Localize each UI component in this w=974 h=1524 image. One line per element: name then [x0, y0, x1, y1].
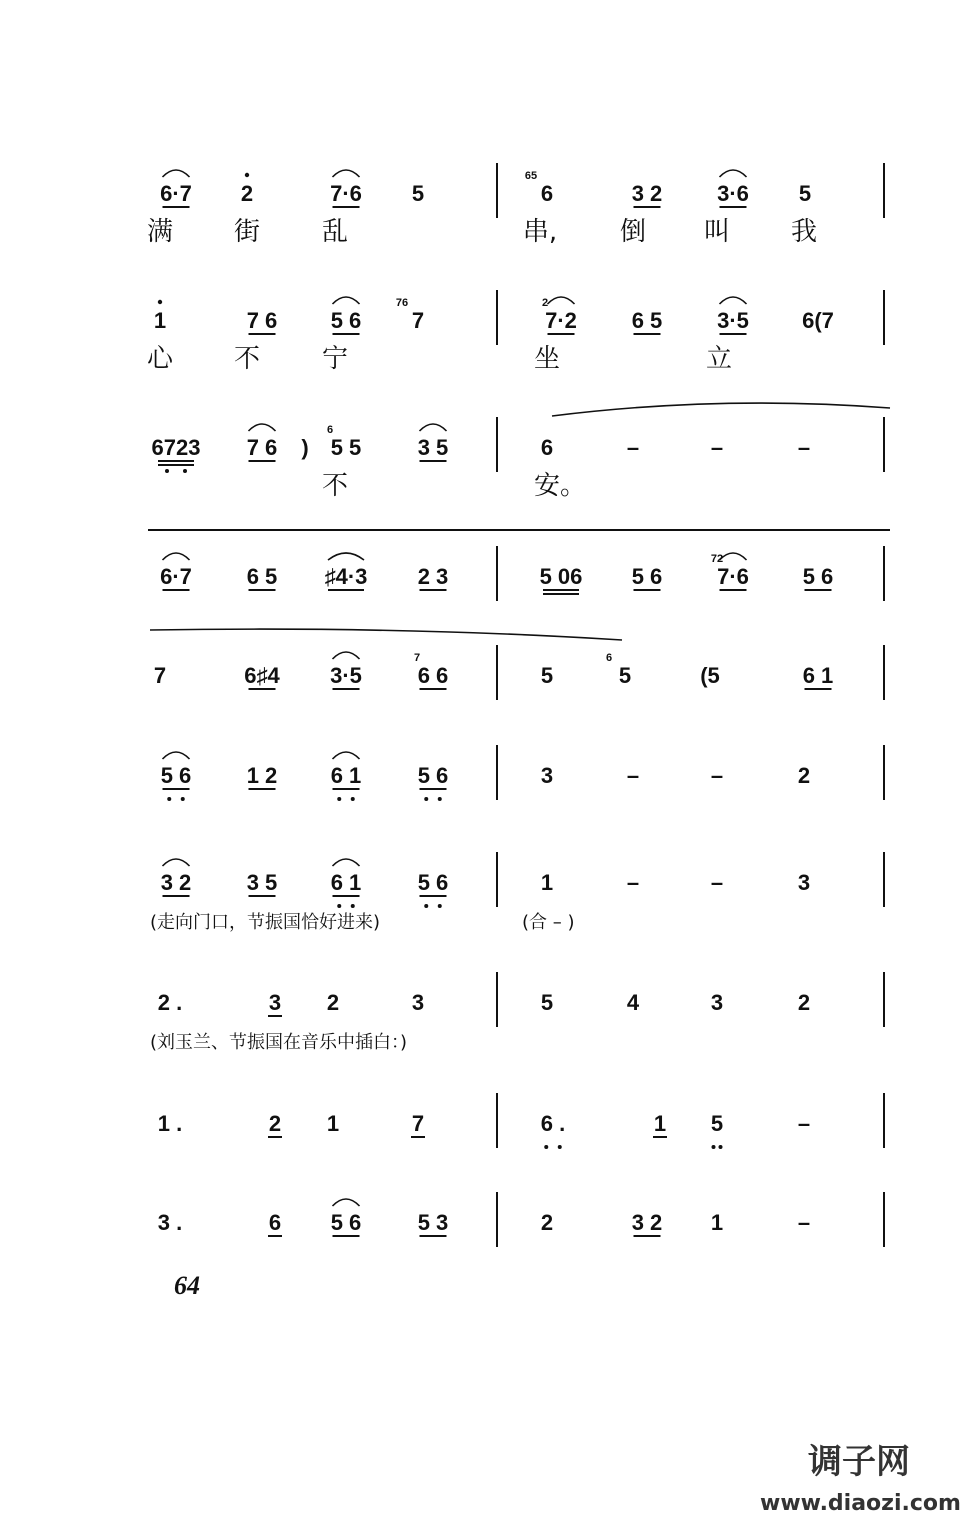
note: 5 6 [330, 308, 362, 333]
watermark [760, 1442, 961, 1516]
note: 5 6 [417, 763, 449, 788]
note: 6 1 [802, 663, 834, 688]
slur [163, 752, 190, 759]
grace-note: 72 [710, 553, 724, 565]
slur [333, 859, 360, 866]
lyric: 不 [321, 471, 349, 501]
lyric: 街 [233, 217, 261, 247]
lyric: 满 [146, 217, 174, 247]
note: 5 [411, 181, 425, 206]
note: – [797, 1111, 811, 1136]
octave-dot [424, 904, 428, 908]
phrase-slur [150, 629, 622, 640]
lyric: 串, [522, 217, 558, 247]
slur [420, 424, 447, 431]
note: (5 [700, 663, 720, 688]
note: – [710, 435, 724, 460]
stage-direction: (走向门口，节振国恰好进来) [150, 912, 381, 933]
note: 2 [326, 990, 340, 1015]
page-number: 64 [174, 1271, 200, 1300]
grace-note: 2 [541, 297, 549, 309]
note: 5 06 [539, 564, 583, 589]
note: 4 [626, 990, 640, 1015]
note: 6723 [151, 435, 201, 460]
octave-dot [337, 797, 341, 801]
note: 6♯4 [244, 663, 280, 688]
note: 6 6 [417, 663, 449, 688]
lyric: 叫 [703, 217, 731, 247]
note: 6 . [540, 1111, 566, 1136]
note: 3 [797, 870, 811, 895]
octave-dot [438, 904, 442, 908]
slur [163, 170, 190, 177]
phrase-slur [552, 403, 890, 416]
note: 1 [326, 1111, 340, 1136]
octave-dot [712, 1145, 716, 1149]
note: 6 1 [330, 763, 362, 788]
note: 3 [268, 990, 282, 1015]
lyric: 安。 [533, 471, 587, 501]
octave-dot [558, 1145, 562, 1149]
note: 6 1 [330, 870, 362, 895]
note: 3·5 [717, 308, 749, 333]
note: 2 3 [417, 564, 449, 589]
note: 6·7 [160, 181, 192, 206]
lyric: 宁 [321, 344, 349, 374]
lyric: 立 [705, 344, 733, 374]
octave-dot [719, 1145, 723, 1149]
grace-note: 7 [413, 652, 421, 664]
stage-direction: (刘玉兰、节振国在音乐中插白：) [150, 1032, 408, 1053]
slur [249, 424, 276, 431]
slur [163, 553, 190, 560]
slur [720, 553, 747, 560]
note: 5 6 [160, 763, 192, 788]
note: 7 [411, 1111, 425, 1136]
note: 7 6 [246, 308, 278, 333]
note: 5 6 [802, 564, 834, 589]
lyric: 我 [790, 217, 818, 247]
note: 1 2 [246, 763, 278, 788]
note: 3·6 [717, 181, 749, 206]
stage-directions [150, 912, 575, 1053]
grace-note: 65 [524, 170, 538, 182]
note: 6 5 [246, 564, 278, 589]
octave-dot [438, 797, 442, 801]
note: 3 2 [631, 181, 663, 206]
slur [720, 170, 747, 177]
watermark-title: 调子网 [808, 1442, 910, 1482]
note: 1 [653, 1111, 667, 1136]
note: – [710, 870, 724, 895]
note: 1 [153, 308, 167, 333]
note: 7·2 [545, 308, 577, 333]
octave-dot [424, 797, 428, 801]
stage-direction: (合 – ) [522, 912, 575, 933]
octave-dot [351, 797, 355, 801]
note: – [797, 1210, 811, 1235]
octave-dot [165, 469, 169, 473]
note: 7·6 [330, 181, 362, 206]
note: 3 [710, 990, 724, 1015]
note: 5 [798, 181, 812, 206]
note: 5 6 [330, 1210, 362, 1235]
note: 5 3 [417, 1210, 449, 1235]
note: 5 5 [330, 435, 362, 460]
slur [333, 752, 360, 759]
note: 2 [268, 1111, 282, 1136]
note: 5 [540, 990, 554, 1015]
note: 7 [153, 663, 167, 688]
note: 7 6 [246, 435, 278, 460]
note: 5 [618, 663, 632, 688]
slur [548, 297, 575, 304]
note: – [710, 763, 724, 788]
octave-dot [245, 173, 249, 177]
note: 5 6 [631, 564, 663, 589]
note: 6 [268, 1210, 282, 1235]
slur [333, 652, 360, 659]
note: 2 [540, 1210, 554, 1235]
lyric: 不 [233, 344, 261, 374]
note: 6 [540, 181, 554, 206]
note: 3 5 [417, 435, 449, 460]
note: 5 6 [417, 870, 449, 895]
grace-note: 6 [326, 424, 334, 436]
octave-dot [544, 1145, 548, 1149]
octave-dot [167, 797, 171, 801]
octave-dot [351, 904, 355, 908]
slur [720, 297, 747, 304]
note: – [626, 763, 640, 788]
watermark-url: www.diaozi.com [760, 1491, 961, 1516]
note: 5 [710, 1111, 724, 1136]
note: 3 . [157, 1210, 183, 1235]
note: 7·6 [717, 564, 749, 589]
note: 2 [240, 181, 254, 206]
note: 3·5 [330, 663, 362, 688]
slur [333, 170, 360, 177]
note: 2 [797, 990, 811, 1015]
octave-dot [181, 797, 185, 801]
grace-note: 6 [605, 652, 613, 664]
slur [333, 1199, 360, 1206]
note: – [626, 435, 640, 460]
note: 2 [797, 763, 811, 788]
note: 7 [411, 308, 425, 333]
note: 2 . [157, 990, 183, 1015]
octave-dot [337, 904, 341, 908]
note: 5 [540, 663, 554, 688]
note: 3 2 [160, 870, 192, 895]
note: 6·7 [160, 564, 192, 589]
note: ♯4·3 [324, 564, 368, 589]
note: ) [301, 435, 309, 460]
slur [163, 859, 190, 866]
note: 1 [710, 1210, 724, 1235]
lyric: 心 [146, 344, 174, 374]
note: 3 [540, 763, 554, 788]
octave-dot [158, 300, 162, 304]
note: 6 [540, 435, 554, 460]
note: – [626, 870, 640, 895]
note: 3 5 [246, 870, 278, 895]
note: 3 [411, 990, 425, 1015]
lyric: 乱 [321, 217, 349, 247]
lyric: 坐 [533, 344, 561, 374]
grace-note: 76 [395, 297, 409, 309]
note: 3 2 [631, 1210, 663, 1235]
note: 6(7 [802, 308, 834, 333]
slur [333, 297, 360, 304]
note: 1 . [157, 1111, 183, 1136]
note: 6 5 [631, 308, 663, 333]
note: 1 [540, 870, 554, 895]
note: – [797, 435, 811, 460]
octave-dot [183, 469, 187, 473]
lyric: 倒 [619, 217, 647, 247]
slur [328, 553, 364, 560]
score-notes [152, 170, 834, 1236]
